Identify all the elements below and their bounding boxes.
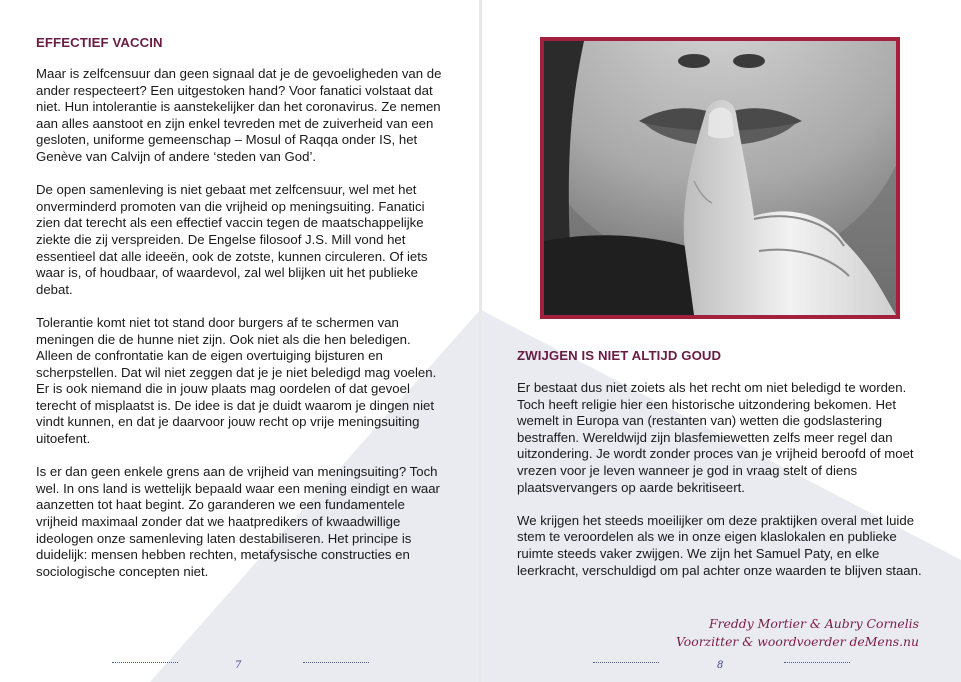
page-number-7: 7 [235, 660, 242, 671]
left-page [0, 0, 480, 682]
footer-dots-left-1 [112, 662, 178, 663]
right-paragraph-1: Er bestaat dus niet zoiets als het recht om niet beledigd te worden. Toch heeft religie hier een historische uitzondering bekomen. Het wemelt in Europa van (restanten van) wetten die godslastering bestraffen. Wereldwijd zijn blasfemiewetten zelfs meer regel dan uitzondering. Je wordt zonder proces van je vrijheid beroofd of moet vrezen voor je leven wanneer je god in vraag stelt of diens plaatsvervangers op aarde bekritiseert. [517, 380, 914, 495]
left-body [36, 66, 446, 597]
left-heading: EFFECTIEF VACCIN [36, 35, 163, 50]
left-paragraph-1: Maar is zelfcensuur dan geen signaal dat je de gevoeligheden van de ander respecteert? Een uitgestoken hand? Voor fanatici volstaat dat niet. Hun intolerantie is aanstekelijker dan het coronavirus. Ze nemen aan alles aanstoot en zijn enkel tevreden met de zuiverheid van een gesloten, uniforme gemeenschap – Mosul of Raqqa onder IS, het Genève van Calvijn of andere ‘steden van God’. [36, 66, 442, 164]
right-heading: ZWIJGEN IS NIET ALTIJD GOUD [517, 348, 722, 363]
footer-dots-left-2 [303, 662, 369, 663]
right-page [481, 0, 961, 682]
right-paragraph-2: We krijgen het steeds moeilijker om deze praktijken overal met luide stem te veroordelen als we in onze eigen klaslokalen en publieke ruimte steeds vaker zwijgen. We zijn het Samuel Paty, en elke leerkracht, verschuldigd om pal achter onze waarden te blijven staan. [517, 512, 922, 578]
left-paragraph-2: De open samenleving is niet gebaat met zelfcensuur, wel met het onverminderd promoten van die vrijheid op meningsuiting. Fanatici zien dat terecht als een effectief vaccin tegen de maatschappelijke ziekte die zij verspreiden. De Engelse filosoof J.S. Mill vond het essentieel dat alle ideeën, ook de zotste, kunnen circuleren. Of iets waar is, of houdbaar, of waardevol, zal wel blijken uit het publieke debat. [36, 182, 428, 297]
footer-dots-right-2 [784, 662, 850, 663]
left-paragraph-4: Is er dan geen enkele grens aan de vrijheid van meningsuiting? Toch wel. In ons land is wettelijk bepaald waar een mening eindigt en waar aanzetten tot haat begint. Zo garanderen we een fundamentele vrijheid maximaal zonder dat we haatpredikers of kwaadwillige ideologen onze samenleving laten destabiliseren. Het principe is duidelijk: mensen hebben rechten, metafysische constructies en sociologische concepten niet. [36, 464, 440, 579]
silence-photo [544, 41, 896, 315]
left-paragraph-3: Tolerantie komt niet tot stand door burgers af te schermen van meningen die de hunne niet zijn. Ook niet als die hen beledigen. Alleen de confrontatie kan de eigen overtuiging bijsturen en scherpstellen. Dat wil niet zeggen dat je je niet beledigd mag voelen. Er is ook niemand die in jouw plaats mag oordelen of dat gevoel terecht of misplaatst is. De idee is dat je duidt waarom je dingen niet vindt kunnen, en dat je daarvoor jouw recht op vrije meningsuiting uitoefent. [36, 314, 437, 447]
signature-names: Freddy Mortier & Aubry Cornelis [708, 616, 919, 631]
footer-dots-right-1 [593, 662, 659, 663]
photo-frame [540, 37, 900, 319]
page-number-8: 8 [717, 660, 724, 671]
right-body [517, 380, 929, 596]
signature-role: Voorzitter & woordvoerder deMens.nu [675, 634, 919, 649]
